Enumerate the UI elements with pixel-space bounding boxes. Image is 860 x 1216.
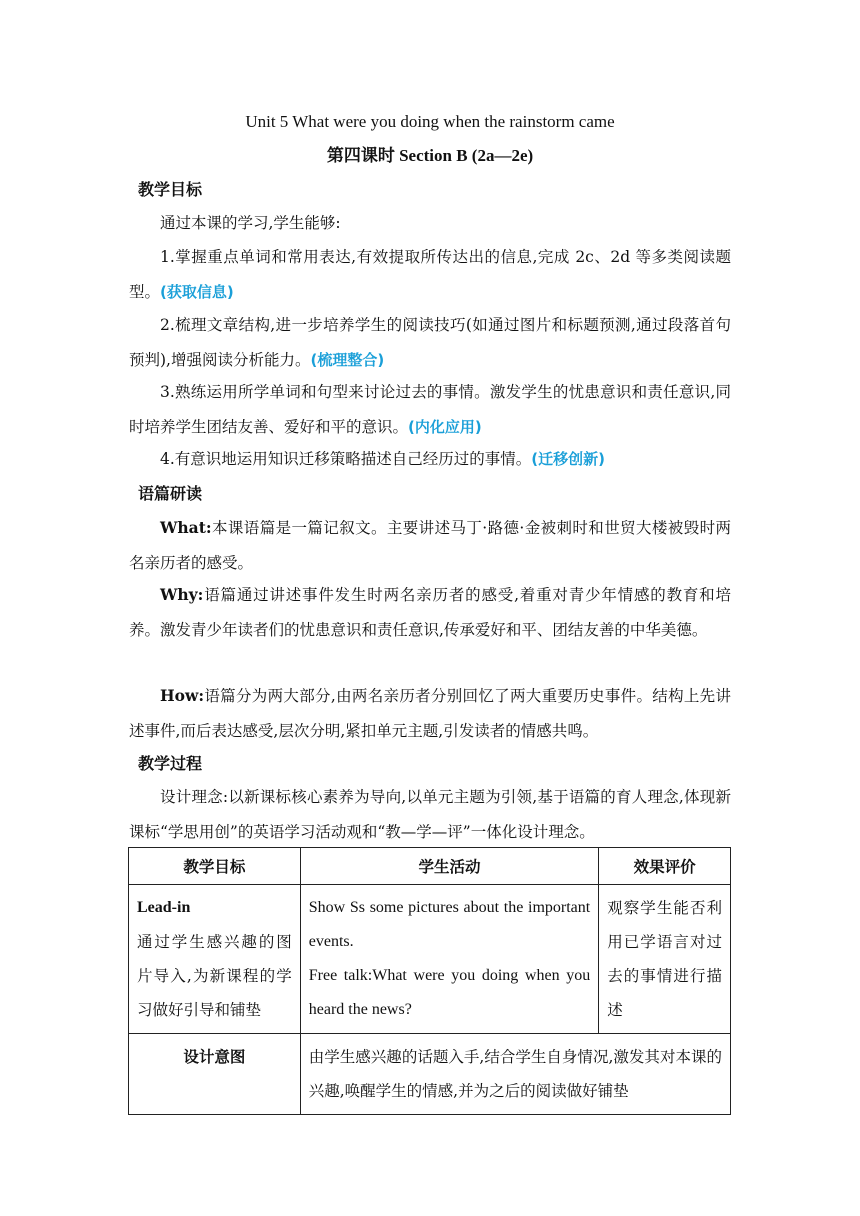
objective-item-2 (129, 308, 731, 377)
reading-heading: 语篇研读 (138, 484, 203, 503)
objective-item-4 (129, 442, 731, 477)
header-activity: 学生活动 (300, 848, 598, 885)
objective-description: 通过学生感兴趣的图片导入,为新课程的学习做好引导和铺垫 (137, 933, 292, 1019)
objective-item-1 (129, 240, 731, 309)
evaluation-text: 观察学生能否利用已学语言对过去的事情进行描述 (607, 899, 722, 1019)
objective-text: 2.梳理文章结构,进一步培养学生的阅读技巧(如通过图片和标题预测,通过段落首句预判),增强阅读分析能力。 (129, 316, 731, 369)
header-objective: 教学目标 (129, 848, 301, 885)
lesson-title: 第四课时 Section B (2a—2e) (326, 146, 534, 165)
design-intent-label-cell (129, 1034, 301, 1115)
reading-what (129, 511, 731, 580)
process-heading: 教学过程 (138, 754, 203, 773)
evaluation-cell (599, 885, 731, 1034)
what-text: 本课语篇是一篇记叙文。主要讲述马丁·路德·金被刺时和世贸大楼被毁时两名亲历者的感受。 (129, 519, 731, 572)
unit-title: Unit 5 What were you doing when the rainstorm came (245, 112, 615, 131)
design-intent-cell (300, 1034, 730, 1115)
how-label: How: (160, 686, 205, 705)
objective-tag: (梳理整合) (310, 350, 385, 369)
table-row (129, 1034, 731, 1115)
objective-text: 4.有意识地运用知识迁移策略描述自己经历过的事情。 (160, 450, 532, 468)
activity-cell (300, 885, 598, 1034)
objectives-intro: 通过本课的学习,学生能够: (160, 214, 341, 232)
how-text: 语篇分为两大部分,由两名亲历者分别回忆了两大重要历史事件。结构上先讲述事件,而后表达感受,层次分明,紧扣单元主题,引发读者的情感共鸣。 (129, 687, 731, 740)
why-label: Why: (160, 585, 204, 604)
objective-text: 1.掌握重点单词和常用表达,有效提取所传达出的信息,完成 2c、2d 等多类阅读题型。 (129, 248, 731, 301)
table-row (129, 885, 731, 1034)
reading-why (129, 578, 731, 647)
activity-line: Show Ss some pictures about the important events. (308, 899, 591, 950)
objective-tag: (获取信息) (160, 282, 234, 301)
design-concept: 设计理念:以新课标核心素养为导向,以单元主题为引领,基于语篇的育人理念,体现新课标“学思用创”的英语学习活动观和“教—学—评”一体化设计理念。 (129, 788, 731, 841)
objectives-heading: 教学目标 (138, 180, 203, 199)
table-header-row (129, 848, 731, 885)
objective-cell (129, 885, 301, 1034)
objective-item-3 (129, 375, 731, 444)
design-intent-text: 由学生感兴趣的话题入手,结合学生自身情况,激发其对本课的兴趣,唤醒学生的情感,并为之后的阅读做好铺垫 (308, 1048, 722, 1100)
objective-tag: (内化应用) (408, 417, 482, 436)
activity-line: Free talk:What were you doing when you heard the news? (308, 967, 591, 1018)
lead-in-title: Lead-in (137, 899, 191, 916)
objective-tag: (迁移创新) (531, 450, 606, 468)
reading-how (129, 679, 731, 748)
objective-text: 3.熟练运用所学单词和句型来讨论过去的事情。激发学生的忧患意识和责任意识,同时培养学生团结友善、爱好和平的意识。 (129, 383, 731, 436)
what-label: What: (160, 518, 212, 537)
lesson-plan-table (128, 847, 731, 1115)
design-intent-label: 设计意图 (183, 1048, 246, 1066)
header-evaluation: 效果评价 (599, 848, 731, 885)
why-text: 语篇通过讲述事件发生时两名亲历者的感受,着重对青少年情感的教育和培养。激发青少年读者们的忧患意识和责任意识,传承爱好和平、团结友善的中华美德。 (129, 586, 731, 639)
